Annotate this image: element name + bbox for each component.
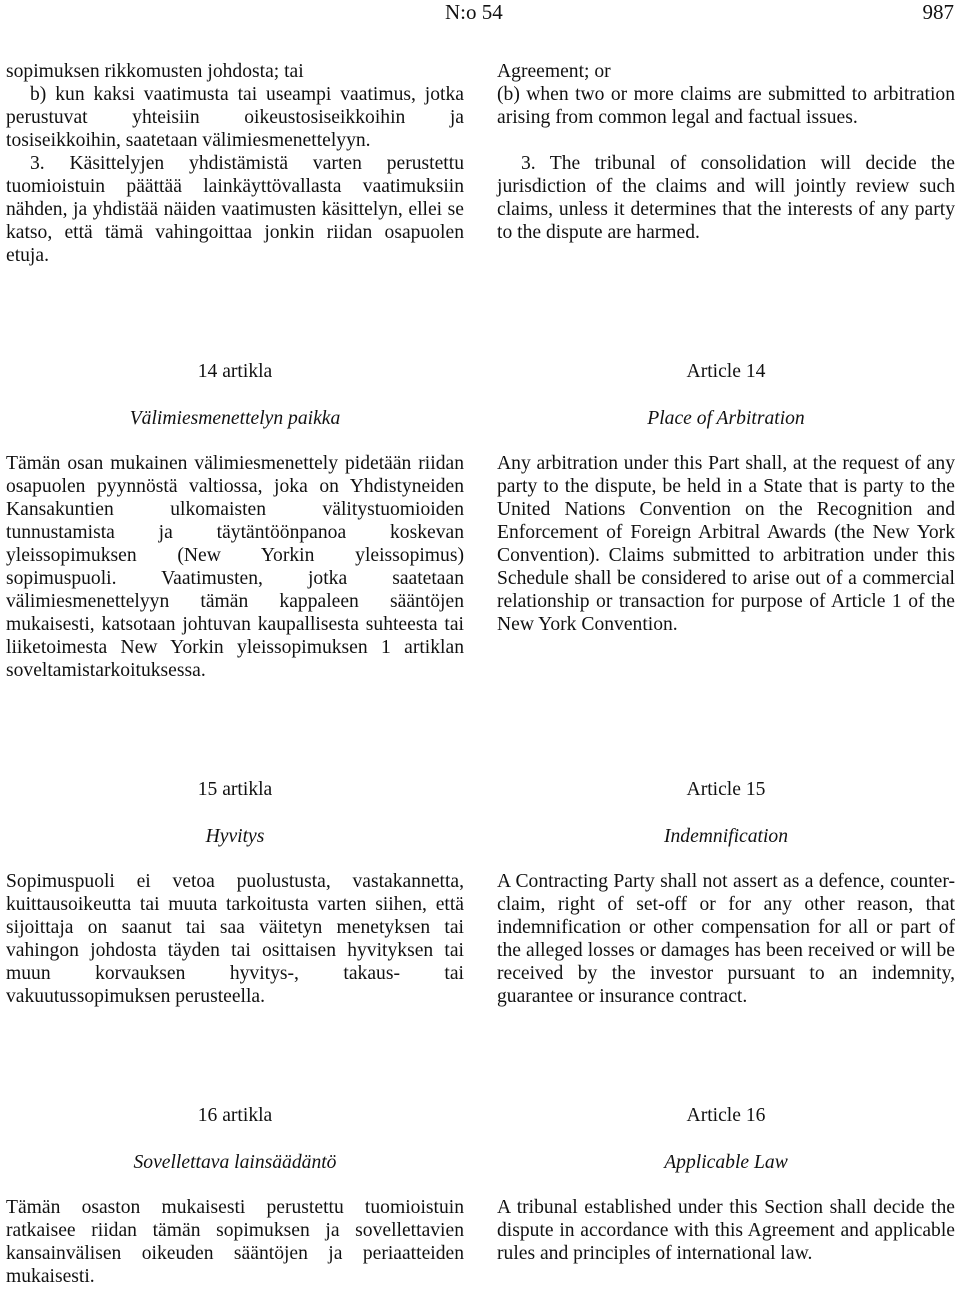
article-title: Indemnification: [663, 826, 789, 847]
intro-fi-line: sopimuksen rikkomusten johdosta; tai: [6, 61, 304, 82]
article-14-finnish: [6, 360, 464, 682]
intro-fi-item-b: b) kun kaksi vaatimusta tai useampi vaatimus, jotka perustuvat yhteisiin oikeustosiseikkoihin ja tosiseikkoihin, saatetaan välimiesmenettelyyn.: [6, 84, 464, 151]
article-number: 16 artikla: [197, 1105, 273, 1126]
journal-number: N:o 54: [445, 0, 503, 24]
article-body: Any arbitration under this Part shall, at the request of any party to the dispute, be held in a State that is party to the United Nations Convention on the Recognition and Enforcement of Foreign Arbitral Awards (the New York Convention). Claims submitted to arbitration under this Schedule shall be considered to arise out of a commercial relationship or transaction for purpose of Article 1 of the New York Convention.: [497, 453, 955, 635]
page-number: 987: [922, 0, 954, 24]
article-16-finnish: [6, 1104, 464, 1288]
article-16-english: [497, 1104, 955, 1265]
article-title: Hyvitys: [205, 826, 265, 847]
intro-en-item-3: 3. The tribunal of consolidation will decide the jurisdiction of the claims and will jointly review such claims, unless it determines that the interests of any party to the dispute are harmed.: [497, 153, 955, 243]
page-header: [0, 0, 960, 30]
article-number: Article 16: [686, 1105, 766, 1126]
article-title: Välimiesmenettelyn paikka: [129, 408, 341, 429]
article-14-english: [497, 360, 955, 636]
article-number: Article 15: [686, 779, 766, 800]
article-15-english: [497, 778, 955, 1008]
article-body: A Contracting Party shall not assert as a defence, counter-claim, right of set-off or for any other reason, that indemnification or other compensation for all or part of the alleged losses or damages has been received or will be received by the investor pursuant to an indemnity, guarantee or insurance contract.: [497, 871, 955, 1007]
article-body: A tribunal established under this Section shall decide the dispute in accordance with this Agreement and applicable rules and principles of international law.: [497, 1197, 955, 1264]
intro-english-column: [497, 60, 955, 244]
article-body: Tämän osan mukainen välimiesmenettely pidetään riidan osapuolen pyynnöstä valtiossa, joka on Yhdistyneiden Kansakuntien ulkomaisten välitystuomioiden tunnustamista ja täytäntöönpanoa koskevan yleissopimuksen (New Yorkin yleissopimus) sopimuspuoli. Vaatimusten, jotka saatetaan välimiesmenettelyyn tämän kappaleen sääntöjen mukaisesti, katsotaan johtuvan kaupallisesta suhteesta tai liiketoimesta New Yorkin yleissopimuksen 1 artiklan soveltamistarkoituksessa.: [6, 453, 464, 681]
article-number: Article 14: [686, 361, 766, 382]
article-body: Sopimuspuoli ei vetoa puolustusta, vastakannetta, kuittausoikeutta tai muuta tarkoitusta varten siihen, että sijoittaja on saanut tai saa väitetyn menetyksen tai vahingon johdosta täyden tai osittaisen hyvityksen tai muun korvauksen hyvitys-, takaus- tai vakuutussopimuksen perusteella.: [6, 871, 464, 1007]
article-title: Sovellettava lainsäädäntö: [133, 1152, 337, 1173]
article-body: Tämän osaston mukaisesti perustettu tuomioistuin ratkaisee riidan tämän sopimuksen ja sovellettavien kansainvälisen oikeuden sääntöjen ja periaatteiden mukaisesti.: [6, 1197, 464, 1287]
article-title: Applicable Law: [664, 1152, 788, 1173]
article-number: 15 artikla: [197, 779, 273, 800]
article-title: Place of Arbitration: [647, 408, 805, 429]
intro-finnish-column: [6, 60, 464, 267]
intro-en-line: Agreement; or: [497, 61, 611, 82]
article-15-finnish: [6, 778, 464, 1008]
article-number: 14 artikla: [197, 361, 273, 382]
intro-en-item-b: (b) when two or more claims are submitted to arbitration arising from common legal and factual issues.: [497, 84, 955, 128]
intro-fi-item-3: 3. Käsittelyjen yhdistämistä varten perustettu tuomioistuin päättää lainkäyttövallasta vaatimuksiin nähden, ja yhdistää näiden vaatimusten käsittelyn, ellei se katso, että tämä vahingoittaa jonkin riidan osapuolen etuja.: [6, 153, 464, 266]
